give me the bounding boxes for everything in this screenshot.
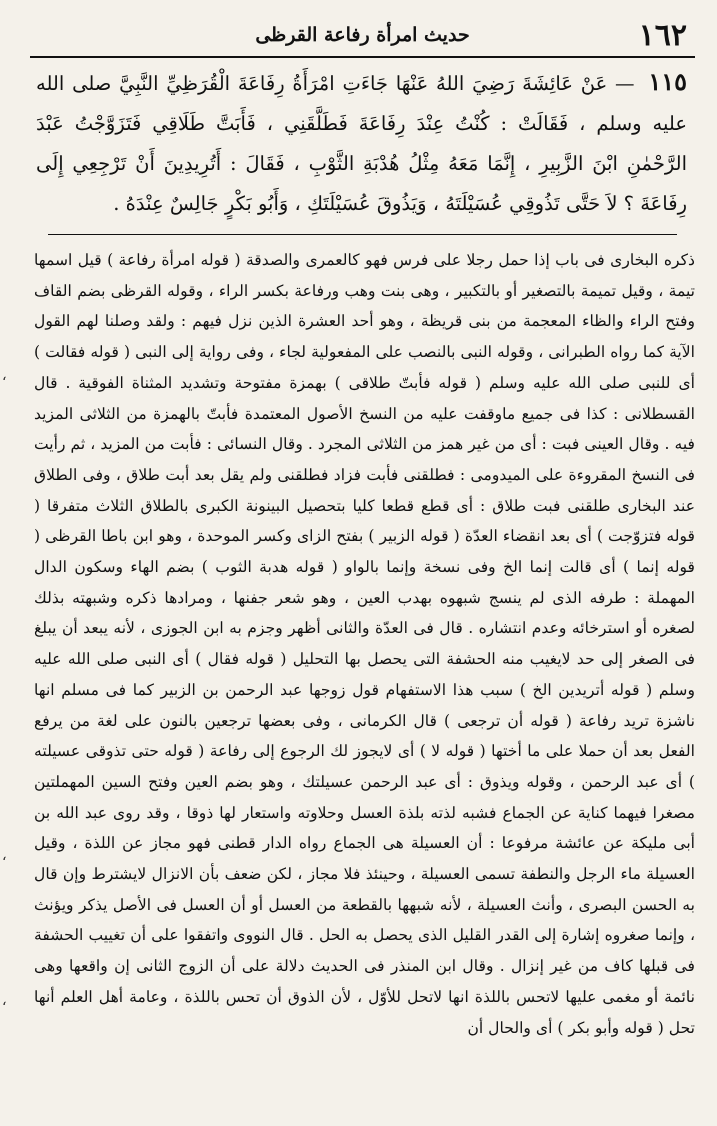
- commentary-line: السين المهملتين مصغرا فيهما كناية عن الجماع فشبه لذته بلذة العسل وحلاوته واستعار لها ذوقا ،: [34, 772, 695, 822]
- commentary-line: كليا بتحصيل البينونة الكبرى بالطلاق الثلاث متفرقا ( قوله فتزوّجت ) أى بعد انقضاء العدّة: [34, 496, 695, 546]
- commentary-line: عسيلته ) أى عبد الرحمن ، وقوله ويذوق : أى عبد الرحمن عسيلتك ، وهو بضم العين وفتح: [34, 742, 695, 791]
- commentary-line: فطلقنى ولم يقل بعد أبت طلاق ، وفى الطلاق عند البخارى طلقنى فبت طلاق : أى قطع قطعا: [34, 465, 695, 515]
- commentary-line: ذكره البخارى فى باب إذا حمل رجلا على فرس فهو كالعمرى والصدقة ( قوله امرأة رفاعة ): [107, 251, 695, 269]
- separator-rule: [48, 234, 677, 235]
- commentary-line: أتريدين الخ ) سبب هذا الاستفهام قول زوجها عبد الرحمن بن الزبير كما فى مسلم انها ناشزة تريد: [34, 680, 695, 730]
- commentary-line: ( قوله الزبير ) بفتح الزاى وكسر الموحدة ، وهو ابن باطا القرظى ( قوله إنما ) أى قالت إنما الخ: [34, 527, 695, 577]
- page-number: ١٦٢: [638, 18, 687, 53]
- commentary-line: فى الحديث دلالة على أن الزوج الثانى إن واقعها وهى نائمة أو مغمى عليها لاتحس باللذة انها لاتحل: [34, 957, 695, 1006]
- commentary-line: المثناة الفوقية . قال القسطلانى : كذا فى جميع ماوقفت عليه من النسخ الأصول المعتمدة فأبتّ: [34, 373, 695, 423]
- commentary-line: رفاعة ( قوله أن ترجعى ) قال الكرمانى ، وفى بعضها ترجعين بالنون على لغة من يرفع الفعل: [34, 711, 695, 761]
- commentary-line: بضم القاف وفتح الراء والظاء المعجمة من بنى قريظة ، وهو أحد العشرة الذين نزل فيهم : ولقد: [34, 281, 695, 331]
- commentary-line: بأن الانزال لايشترط وإن قال به الحسن البصرى ، وأنث العسيلة ، لأنه شبهها بالقطعة من العسل: [34, 865, 695, 914]
- commentary-line: للأوّل ، لأن الذوق أن تحس باللذة ، وعامة أهل العلم أنها تحل ( قوله وأبو بكر ) أى والحال أن: [34, 987, 695, 1037]
- commentary-line: انتشاره . قال فى العدّة والثانى أظهر وجزم به ابن الجوزى ، لأنه يبعد أن يبلغ فى الصغر إلى حد: [34, 619, 695, 669]
- margin-mark: ʻ: [2, 855, 7, 871]
- commentary-line: وقد روى عبد الله بن أبى مليكة عن عائشة مرفوعا : أن العسيلة هى الجماع رواه الدار قطنى فهو: [34, 803, 695, 853]
- margin-mark: ʻ: [2, 1000, 7, 1016]
- commentary-line: شبهوه بهدب العين ، وهو شعر جفنها ، ومرادها ذكره وشبهته بذلك لصغره أو استرخائه وعدم: [34, 588, 695, 638]
- commentary-line: قيل اسمها تيمة ، وقيل تميمة بالتصغير أو بالتكبير ، وهى بنت وهب ورفاعة بكسر الراء ، وقوله القرظى: [34, 251, 696, 300]
- commentary-line: بالهمزة من الثلاثى المزيد فيه . وقال العينى فبت : أى من غير همز من الثلاثى المجرد . وقال: [34, 404, 695, 454]
- page-header: [30, 18, 695, 56]
- header-rule: [30, 56, 695, 58]
- margin-mark: ʻ: [2, 375, 7, 391]
- commentary-line: مجاز عن اللذة ، وقيل العسيلة ماء الرجل والنطفة تسمى العسيلة ، وحينئذ فلا مجاز ، لكن ضعف: [34, 834, 695, 884]
- hadith-text-block: [36, 62, 687, 224]
- commentary-line: بعد أن حملا على ما أختها ( قوله لا ) أى لايجوز لك الرجوع إلى رفاعة ( قوله حتى تذوقى: [85, 742, 654, 761]
- commentary-block: [34, 245, 695, 1043]
- hadith-number: ١١٥: [648, 67, 687, 96]
- commentary-line: النبى ( قوله فقالت ) أى للنبى صلى الله عليه وسلم ( قوله فأبتّ طلاقى ) بهمزة مفتوحة وتشديد: [34, 343, 695, 392]
- hadith-text: — عَنْ عَائِشَةَ رَضِيَ اللهُ عَنْهَا جَاءَتِ امْرَأَةُ رِفَاعَةَ الْقُرَظِيِّ النَّبِيَّ صلى الله عليه وسلم ، فَقَالَتْ : كُنْتُ عِنْدَ رِفَاعَةَ فَطَلَّقَنِي ، فَأَبَتَّ طَلَاقِي فَتَزَوَّجْتُ عَبْدَ الرَّحْمٰنِ ابْنَ الزَّبِيرِ ، إِنَّمَا مَعَهُ مِثْلُ هُدْبَةِ الثَّوْبِ ، فَقَالَ : أَتُرِيدِينَ أَنْ تَرْجِعِي إِلَى رِفَاعَةَ ؟ لاَ حَتَّى تَذُوقِي عُسَيْلَتَهُ ، وَيَذُوقَ عُسَيْلَتَكِ ، وَأَبُو بَكْرٍ جَالِسٌ عِنْدَهُ .: [36, 72, 687, 215]
- commentary-line: لايغيب منه الحشفة التى يحصل بها التحليل ( قوله فقال ) أى النبى صلى الله عليه وسلم ( قوله: [34, 650, 695, 699]
- running-title: حديث امرأة رفاعة القرظى: [255, 24, 470, 46]
- book-page: [30, 18, 695, 1118]
- commentary-line: الحل . قال النووى واتفقوا على أن تغييب الحشفة فى قبلها كاف من غير إنزال . وقال ابن المنذر: [34, 926, 695, 976]
- commentary-line: وفى نسخة وإنما بالواو ( قوله هدبة الثوب ) بضم الهاء وسكون الدال المهملة : طرفه الذى لم ينسج: [34, 558, 695, 607]
- commentary-line: وصلنا لهم القول الآية كما رواه الطبرانى ، وقوله النبى بالنصب على المفعولية لجاء ، وفى رواية إلى: [34, 312, 695, 362]
- commentary-line: النسائى : فأبت من المزيد ، ثم رأيت فى النسخ المقروءة على الميدومى : فطلقنى فأبت فزاد: [34, 435, 695, 484]
- commentary-line: أو أن العسل فى الأصل يذكر ويؤنث ، وإنما صغروه إشارة إلى القدر القليل الذى يحصل به: [34, 895, 695, 945]
